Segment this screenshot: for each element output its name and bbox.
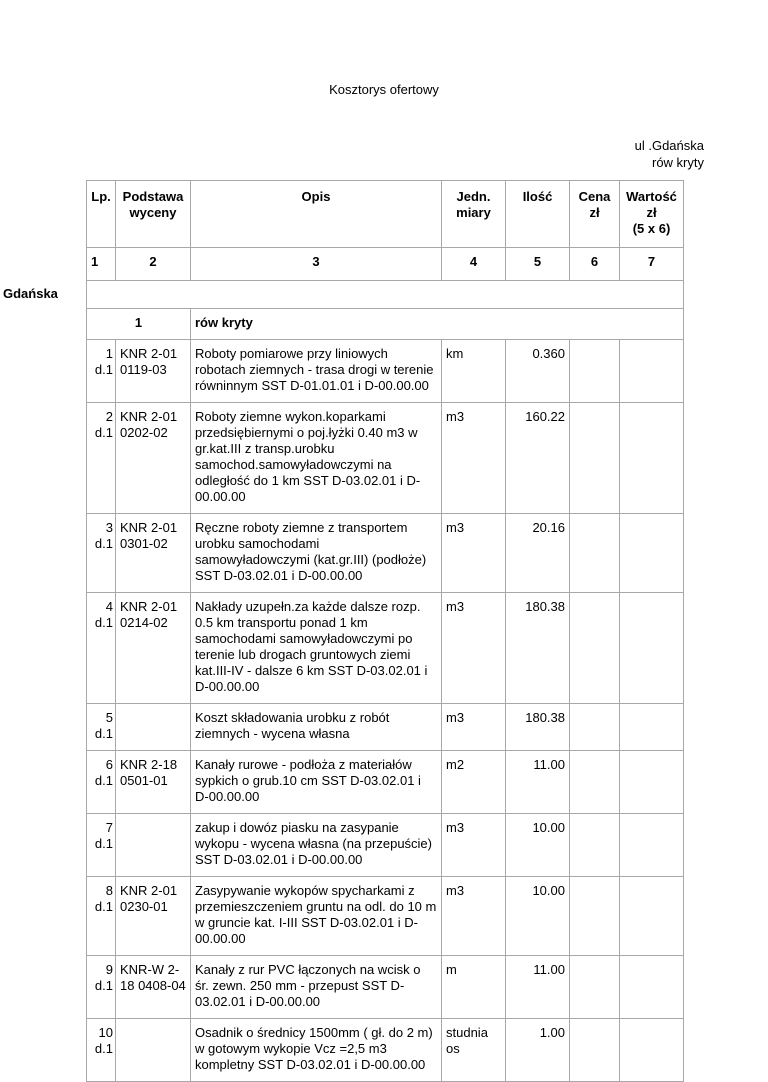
item-jednostka: m3 [442,877,506,956]
header-opis: Opis [191,181,442,248]
item-opis: Kanały rurowe - podłoża z materiałów sypkich o grub.10 cm SST D-03.02.01 i D-00.00.00 [191,751,442,814]
item-lp: 9 d.1 [87,956,116,1019]
item-jednostka: m2 [442,751,506,814]
item-opis: zakup i dowóz piasku na zasypanie wykopu - wycena własna (na przepuście) SST D-03.02.01 i D-00.00.00 [191,814,442,877]
item-wartosc [620,514,684,593]
subsection-number: 1 [87,309,191,340]
header-ilosc: Ilość [506,181,570,248]
column-number: 5 [506,248,570,281]
column-number: 4 [442,248,506,281]
item-ilosc: 10.00 [506,877,570,956]
table-row [87,956,684,1019]
item-ilosc: 20.16 [506,514,570,593]
item-wartosc [620,956,684,1019]
item-wartosc [620,877,684,956]
item-lp: 1 d.1 [87,340,116,403]
item-cena [570,877,620,956]
item-cena [570,814,620,877]
item-ilosc: 160.22 [506,403,570,514]
item-jednostka: studnia os [442,1019,506,1082]
item-ilosc: 0.360 [506,340,570,403]
item-opis: Roboty ziemne wykon.koparkami przedsiębiernymi o poj.łyżki 0.40 m3 w gr.kat.III z transp.urobku samochod.samowyładowczymi na odległość do 1 km SST D-03.02.01 i D-00.00.00 [191,403,442,514]
item-jednostka: m3 [442,403,506,514]
header-wartosc: Wartość zł (5 x 6) [620,181,684,248]
item-wartosc [620,814,684,877]
item-podstawa [116,1019,191,1082]
item-wartosc [620,704,684,751]
item-cena [570,751,620,814]
item-ilosc: 11.00 [506,751,570,814]
item-jednostka: m3 [442,514,506,593]
item-opis: Roboty pomiarowe przy liniowych robotach ziemnych - trasa drogi w terenie równinnym SST D-01.01.01 i D-00.00.00 [191,340,442,403]
table-row [87,593,684,704]
address-block [635,137,704,171]
item-podstawa: KNR 2-01 0202-02 [116,403,191,514]
table-row [87,704,684,751]
subsection-row [87,309,684,340]
item-jednostka: m3 [442,704,506,751]
item-podstawa: KNR-W 2-18 0408-04 [116,956,191,1019]
header-jednostka: Jedn. miary [442,181,506,248]
table-row [87,751,684,814]
item-opis: Nakłady uzupełn.za każde dalsze rozp. 0.5 km transportu ponad 1 km samochodami samowyładowczymi po terenie lub drogach gruntowych ziemi kat.III-IV - dalsze 6 km SST D-03.02.01 i D-00.00.00 [191,593,442,704]
item-opis: Kanały z rur PVC łączonych na wcisk o śr. zewn. 250 mm - przepust SST D-03.02.01 i D-00.00.00 [191,956,442,1019]
item-podstawa [116,814,191,877]
item-lp: 5 d.1 [87,704,116,751]
item-podstawa: KNR 2-01 0301-02 [116,514,191,593]
item-wartosc [620,751,684,814]
subsection-name: rów kryty [191,309,684,340]
item-cena [570,340,620,403]
table-row [87,403,684,514]
item-podstawa: KNR 2-18 0501-01 [116,751,191,814]
header-cena: Cena zł [570,181,620,248]
column-number: 3 [191,248,442,281]
item-jednostka: m3 [442,593,506,704]
item-wartosc [620,403,684,514]
item-podstawa: KNR 2-01 0119-03 [116,340,191,403]
item-lp: 7 d.1 [87,814,116,877]
header-row [87,181,684,248]
item-lp: 3 d.1 [87,514,116,593]
item-wartosc [620,1019,684,1082]
item-jednostka: km [442,340,506,403]
header-lp: Lp. [87,181,116,248]
table-row [87,340,684,403]
item-ilosc: 10.00 [506,814,570,877]
address-object: rów kryty [652,155,704,170]
item-wartosc [620,593,684,704]
item-cena [570,704,620,751]
item-opis: Zasypywanie wykopów spycharkami z przemieszczeniem gruntu na odl. do 10 m w gruncie kat. I-III SST D-03.02.01 i D-00.00.00 [191,877,442,956]
table-row [87,814,684,877]
address-street: ul .Gdańska [634,138,704,153]
item-podstawa [116,704,191,751]
column-number: 2 [116,248,191,281]
document-title: Kosztorys ofertowy [329,82,439,97]
item-lp: 4 d.1 [87,593,116,704]
item-opis: Koszt składowania urobku z robót ziemnych - wycena własna [191,704,442,751]
item-cena [570,403,620,514]
section-row [87,281,684,309]
item-cena [570,593,620,704]
item-ilosc: 1.00 [506,1019,570,1082]
item-lp: 6 d.1 [87,751,116,814]
column-number: 1 [87,248,116,281]
item-opis: Osadnik o średnicy 1500mm ( gł. do 2 m) w gotowym wykopie Vcz =2,5 m3 kompletny SST D-03.02.01 i D-00.00.00 [191,1019,442,1082]
item-podstawa: KNR 2-01 0230-01 [116,877,191,956]
item-cena [570,1019,620,1082]
item-opis: Ręczne roboty ziemne z transportem urobku samochodami samowyładowczymi (kat.gr.III) (podłoże) SST D-03.02.01 i D-00.00.00 [191,514,442,593]
item-cena [570,956,620,1019]
item-ilosc: 180.38 [506,704,570,751]
item-cena [570,514,620,593]
item-podstawa: KNR 2-01 0214-02 [116,593,191,704]
column-number-row [87,248,684,281]
column-number: 7 [620,248,684,281]
item-wartosc [620,340,684,403]
item-lp: 8 d.1 [87,877,116,956]
item-jednostka: m3 [442,814,506,877]
section-name: Gdańska [87,281,684,309]
table-row [87,514,684,593]
cost-estimate-table [3,180,684,1082]
item-lp: 10 d.1 [87,1019,116,1082]
table-row [87,1019,684,1082]
item-lp: 2 d.1 [87,403,116,514]
column-number: 6 [570,248,620,281]
item-ilosc: 11.00 [506,956,570,1019]
item-jednostka: m [442,956,506,1019]
header-podstawa: Podstawa wyceny [116,181,191,248]
table-row [87,877,684,956]
item-ilosc: 180.38 [506,593,570,704]
